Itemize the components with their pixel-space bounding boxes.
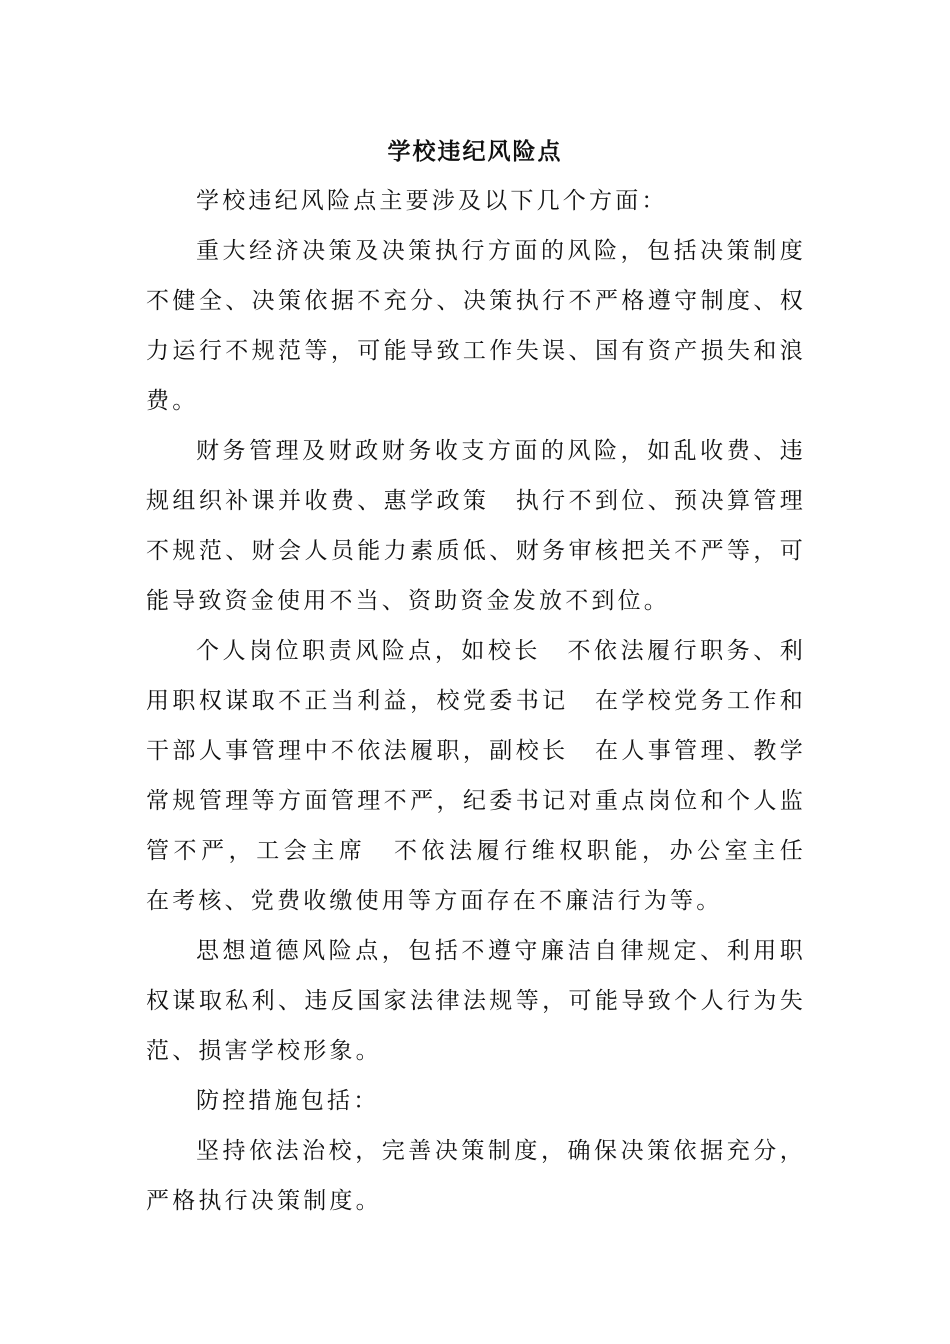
paragraph-position-duty-risk: 个人岗位职责风险点，如校长 不依法履行职务、利用职权谋取不正当利益，校党委书记 在学校党务工作和干部人事管理中不依法履职，副校长 在人事管理、教学常规管理等方面管理不严，纪委书记对重点岗位和个人监管不严，工会主席 不依法履行维权职能，办公室主任 在考核、党费收缴使用等方面存在不廉洁行为等。	[146, 638, 833, 914]
paragraph-measure-rule-of-law: 坚持依法治校，完善决策制度，确保决策依据充分，严格执行决策制度。	[146, 1138, 806, 1214]
document-body	[146, 176, 833, 1226]
paragraph-economic-decision-risk: 重大经济决策及决策执行方面的风险，包括决策制度不健全、决策依据不充分、决策执行不严格遵守制度、权力运行不规范等，可能导致工作失误、国有资产损失和浪费。	[146, 238, 806, 414]
paragraph-moral-risk: 思想道德风险点，包括不遵守廉洁自律规定、利用职权谋取私利、违反国家法律法规等，可能导致个人行为失范、损害学校形象。	[146, 938, 806, 1064]
document-title: 学校违纪风险点	[387, 138, 563, 165]
paragraph-measures-intro: 防控措施包括：	[196, 1088, 380, 1114]
paragraph-intro: 学校违纪风险点主要涉及以下几个方面：	[196, 188, 668, 214]
paragraph-financial-risk: 财务管理及财政财务收支方面的风险，如乱收费、违规组织补课并收费、惠学政策 执行不到位、预决算管理不规范、财会人员能力素质低、财务审核把关不严等，可能导致资金使用不当、资助资金发放不到位。	[146, 438, 806, 614]
